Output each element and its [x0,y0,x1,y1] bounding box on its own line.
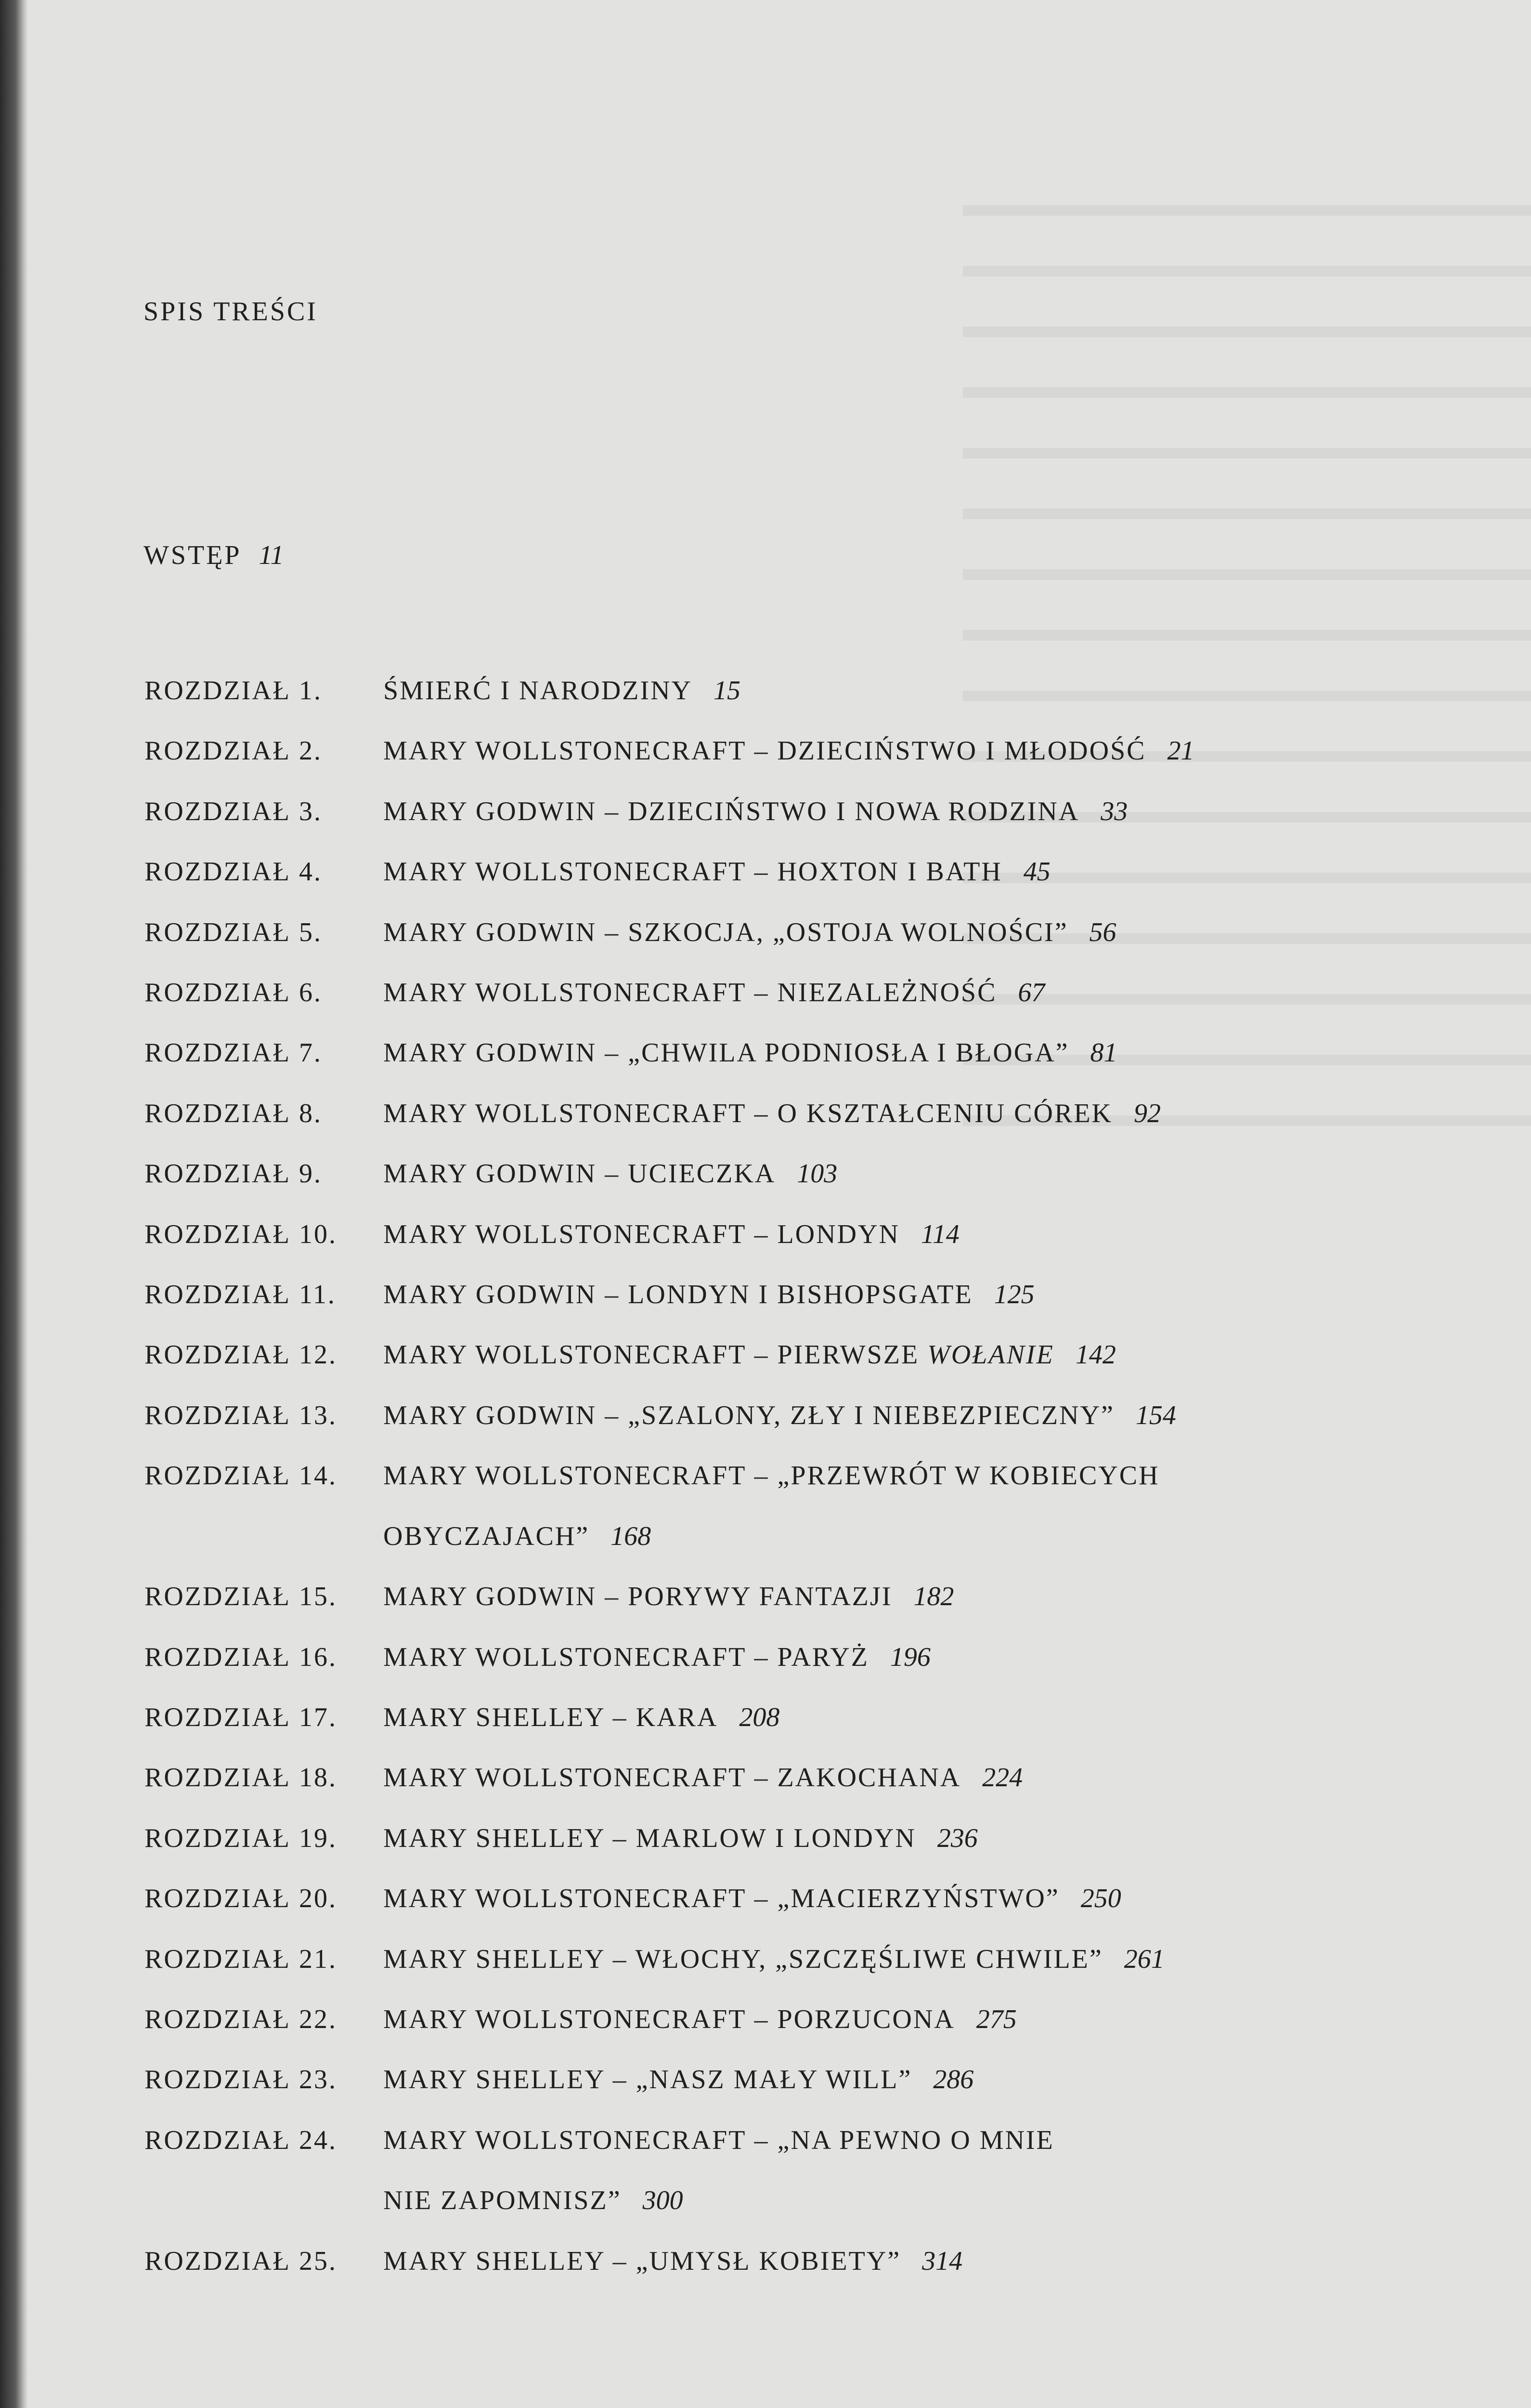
chapter-label: ROZDZIAŁ 7. [144,1038,322,1068]
chapter-title: ŚMIERĆ I NARODZINY [383,676,692,706]
chapter-title-block [383,1688,1406,1748]
chapter-title-block [383,782,1406,842]
table-of-contents [144,661,1406,2291]
chapter-title: MARY WOLLSTONECRAFT – O KSZTAŁCENIU CÓREK [383,1098,1113,1128]
chapter-title: MARY GODWIN – UCIECZKA [383,1159,776,1189]
chapter-page-number: 224 [982,1763,1023,1793]
intro-page-number: 11 [259,540,284,570]
toc-entry[interactable] [144,2110,1406,2231]
toc-entry[interactable] [144,1688,1406,1748]
toc-entry[interactable] [144,1808,1406,1869]
toc-entry[interactable] [144,1386,1406,1446]
chapter-title-block [383,1446,1406,1567]
chapter-title-block [383,842,1406,902]
chapter-title-block [383,1386,1406,1446]
chapter-page-number: 92 [1133,1098,1161,1128]
chapter-title: MARY SHELLEY – MARLOW I LONDYN [383,1823,916,1853]
chapter-page-number: 168 [610,1521,651,1551]
toc-entry[interactable] [144,1989,1406,2050]
chapter-label: ROZDZIAŁ 17. [144,1702,337,1732]
chapter-page-number: 154 [1135,1400,1176,1430]
chapter-label: ROZDZIAŁ 5. [144,917,322,947]
chapter-page-number: 56 [1089,917,1116,947]
chapter-title-block [383,661,1406,721]
chapter-label: ROZDZIAŁ 23. [144,2065,337,2095]
chapter-label: ROZDZIAŁ 22. [144,2004,337,2034]
chapter-page-number: 33 [1101,796,1128,826]
chapter-title: MARY WOLLSTONECRAFT – PARYŻ [383,1642,869,1672]
toc-entry[interactable] [144,721,1406,781]
chapter-label: ROZDZIAŁ 15. [144,1582,337,1612]
chapter-title-block [383,1325,1406,1385]
chapter-page-number: 261 [1124,1944,1165,1974]
chapter-title: MARY GODWIN – „CHWILA PODNIOSŁA I BŁOGA” [383,1038,1069,1068]
chapter-title: MARY WOLLSTONECRAFT – PORZUCONA [383,2004,955,2034]
chapter-page-number: 114 [921,1219,960,1249]
chapter-title-block [383,1144,1406,1204]
chapter-page-number: 314 [922,2246,963,2276]
chapter-title: MARY WOLLSTONECRAFT – PIERWSZE WOŁANIE [383,1340,1054,1370]
chapter-title-block [383,1989,1406,2050]
chapter-page-number: 196 [890,1642,931,1672]
chapter-label: ROZDZIAŁ 4. [144,857,322,887]
chapter-title-block [383,1567,1406,1627]
chapter-label: ROZDZIAŁ 16. [144,1642,337,1672]
toc-entry[interactable] [144,1869,1406,1929]
chapter-label: ROZDZIAŁ 1. [144,676,322,706]
toc-entry[interactable] [144,2050,1406,2110]
chapter-label: ROZDZIAŁ 12. [144,1340,337,1370]
chapter-title: MARY SHELLEY – „UMYSŁ KOBIETY” [383,2246,901,2276]
chapter-title: MARY SHELLEY – WŁOCHY, „SZCZĘŚLIWE CHWILE” [383,1944,1103,1974]
chapter-title-block [383,2110,1406,2231]
intro-label: WSTĘP [143,540,242,570]
chapter-title-block [383,1869,1406,1929]
chapter-page-number: 300 [642,2186,683,2216]
chapter-title-block [383,963,1406,1023]
chapter-label: ROZDZIAŁ 24. [144,2125,337,2155]
chapter-title-block [383,1265,1406,1325]
chapter-title: MARY WOLLSTONECRAFT – „NA PEWNO O MNIE NIE ZAPOMNISZ” [383,2125,1054,2216]
chapter-title: MARY GODWIN – PORYWY FANTAZJI [383,1582,893,1612]
chapter-page-number: 142 [1075,1340,1116,1370]
toc-entry[interactable] [144,2231,1406,2291]
chapter-title: MARY WOLLSTONECRAFT – „PRZEWRÓT W KOBIECYCH OBYCZAJACH” [383,1461,1160,1551]
chapter-page-number: 286 [933,2065,974,2095]
toc-entry-intro[interactable] [143,538,284,572]
chapter-page-number: 182 [913,1582,954,1612]
chapter-label: ROZDZIAŁ 25. [144,2246,337,2276]
chapter-title-block [383,1808,1406,1869]
chapter-label: ROZDZIAŁ 14. [144,1461,337,1491]
chapter-label: ROZDZIAŁ 2. [144,736,322,766]
chapter-label: ROZDZIAŁ 21. [144,1944,337,1974]
toc-entry[interactable] [144,1084,1406,1144]
chapter-label: ROZDZIAŁ 8. [144,1098,322,1128]
chapter-page-number: 81 [1090,1038,1117,1068]
chapter-page-number: 21 [1167,736,1194,766]
chapter-label: ROZDZIAŁ 18. [144,1763,337,1793]
chapter-page-number: 125 [994,1280,1035,1310]
chapter-label: ROZDZIAŁ 6. [144,978,322,1008]
toc-entry[interactable] [144,1325,1406,1385]
chapter-title-block [383,2050,1406,2110]
chapter-label: ROZDZIAŁ 19. [144,1823,337,1853]
chapter-label: ROZDZIAŁ 10. [144,1219,337,1249]
chapter-page-number: 208 [739,1702,780,1732]
chapter-title-block [383,1748,1406,1808]
chapter-page-number: 236 [937,1823,978,1853]
page-title: SPIS TREŚCI [143,297,318,327]
chapter-title: MARY WOLLSTONECRAFT – „MACIERZYŃSTWO” [383,1884,1060,1914]
toc-entry[interactable] [144,1627,1406,1688]
chapter-title: MARY WOLLSTONECRAFT – LONDYN [383,1219,900,1249]
chapter-title: MARY WOLLSTONECRAFT – ZAKOCHANA [383,1763,961,1793]
chapter-title: MARY SHELLEY – „NASZ MAŁY WILL” [383,2065,912,2095]
chapter-title-block [383,1627,1406,1688]
toc-entry[interactable] [144,1929,1406,1989]
chapter-label: ROZDZIAŁ 9. [144,1159,322,1189]
toc-entry[interactable] [144,661,1406,721]
chapter-label: ROZDZIAŁ 11. [144,1280,336,1310]
chapter-page-number: 45 [1023,857,1051,887]
scan-edge [0,0,28,2408]
chapter-title: MARY GODWIN – LONDYN I BISHOPSGATE [383,1280,973,1310]
chapter-label: ROZDZIAŁ 3. [144,796,322,826]
toc-entry[interactable] [144,1023,1406,1083]
chapter-title-block [383,721,1406,781]
toc-entry[interactable] [144,903,1406,963]
chapter-label: ROZDZIAŁ 20. [144,1884,337,1914]
toc-entry[interactable] [144,842,1406,902]
chapter-page-number: 15 [714,676,740,706]
chapter-title: MARY WOLLSTONECRAFT – HOXTON I BATH [383,857,1002,887]
chapter-title: MARY WOLLSTONECRAFT – NIEZALEŻNOŚĆ [383,978,997,1008]
toc-entry[interactable] [144,1446,1406,1567]
chapter-title: MARY GODWIN – „SZALONY, ZŁY I NIEBEZPIECZNY” [383,1400,1115,1430]
chapter-title-block [383,2231,1406,2291]
chapter-page-number: 275 [976,2004,1017,2034]
chapter-title-block [383,1023,1406,1083]
chapter-title: MARY GODWIN – SZKOCJA, „OSTOJA WOLNOŚCI” [383,917,1068,947]
chapter-label: ROZDZIAŁ 13. [144,1400,337,1430]
chapter-title-block [383,903,1406,963]
toc-entry[interactable] [144,1265,1406,1325]
toc-entry[interactable] [144,1204,1406,1265]
chapter-title: MARY GODWIN – DZIECIŃSTWO I NOWA RODZINA [383,796,1080,826]
chapter-title: MARY SHELLEY – KARA [383,1702,718,1732]
chapter-page-number: 67 [1018,978,1045,1008]
chapter-title-block [383,1084,1406,1144]
toc-entry[interactable] [144,1748,1406,1808]
toc-entry[interactable] [144,1144,1406,1204]
chapter-page-number: 250 [1080,1884,1121,1914]
toc-entry[interactable] [144,782,1406,842]
toc-entry[interactable] [144,1567,1406,1627]
chapter-page-number: 103 [797,1159,838,1189]
toc-entry[interactable] [144,963,1406,1023]
chapter-title: MARY WOLLSTONECRAFT – DZIECIŃSTWO I MŁODOŚĆ [383,736,1146,766]
chapter-title-block [383,1204,1406,1265]
chapter-title-block [383,1929,1406,1989]
